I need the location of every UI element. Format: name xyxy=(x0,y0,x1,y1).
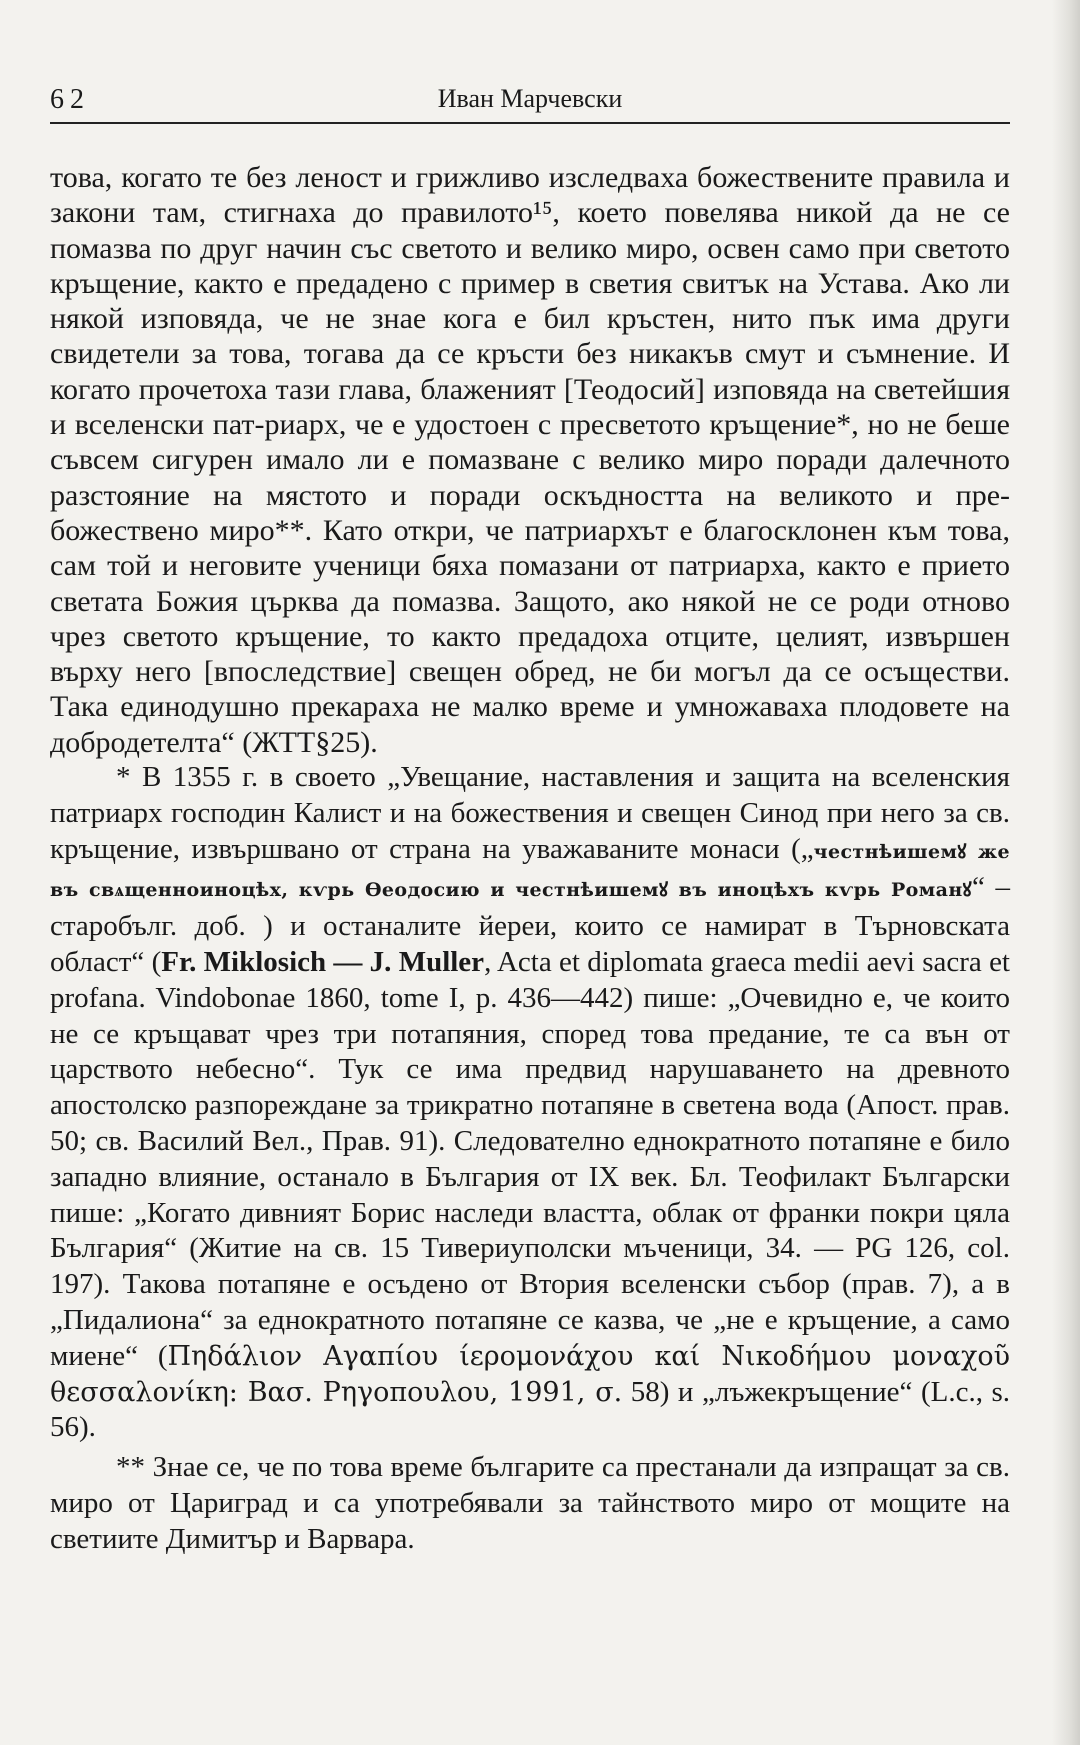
main-paragraph: това, когато те без леност и грижливо изследваха божествените правила и закони там, стигнаха до правилото¹⁵, което повелява никой да не се помазва по друг начин със светото и велико миро, освен само при светото кръщение, както е предадено с пример в светия свитък на Устава. Ако ли някой изповяда, че не знае кога е бил кръстен, нито пък има други свидетели за това, тогава да се кръсти без никакъв смут и съмнение. И когато прочетоха тази глава, блаженият [Теодосий] изповяда на светейшия и вселенски пат-риарх, че е удостоен с пресветото кръщение*, но не беше съвсем сигурен имало ли е помазване с велико миро поради далечното разстояние на мястото и поради оскъдността на великото и пре-божествено миро**. Като откри, че патриархът е благосклонен към това, сам той и неговите ученици бяха помазани от патриарха, както е прието светата Божия църква да помазва. Защото, ако някой не се роди отново чрез светото кръщение, то както предадоха отците, целият, извършен върху него [впоследствие] свещен обред, не би могъл да се осъществи. Така единодушно прекараха не малко време и умножаваха плодовете на добродетелта“ (ЖТТ§25). xyxy=(50,161,1010,759)
footnote-1-tail: 58) и „лъжекръщение“ (L.c., s. 56). xyxy=(50,1375,1011,1444)
running-head-author: Иван Марчевски xyxy=(437,84,623,113)
page-header xyxy=(50,82,1010,124)
page-number: 62 xyxy=(50,84,90,115)
footnote-2: ** Знае се, че по това време българите са престанали да изпращат за св. миро от Цариград и са употребявали за тайнството миро от мощите на светиите Димитър и Варвара. xyxy=(50,1451,1010,1555)
footnote-1 xyxy=(50,760,1010,1446)
footnote-1-body: , Acta et diplomata graeca medii aevi sacra et profana. Vindobonae 1860, tome I, p. 436—442) пише: „Очевидно е, че които не се кръщават чрез три потапяния, според това предание, те са вън от царството небесно“. Тук се има предвид нарушаването на древното апостолско разпореждане за трикратно потапяне в светена вода (Апост. прав. 50; св. Василий Вел., Прав. 91). Следователно еднократното потапяне е било западно влияние, останало в България от IX век. Бл. Теофилакт Български пише: „Когато дивният Борис наследи властта, облак от франки покри цяла България“ (Житие на св. 15 Тивериуполски мъченици, 34. — PG 126, col. 197). Такова потапяне е осъдено от Втория вселенски събор (прав. 7), а в „Пидалиона“ за еднократното потапяне се казва, че „не е кръщение, а само миене“ ( xyxy=(50,946,1010,1372)
footnote-1-lead: * В 1355 г. в своето „Увещание, наставления и защита на вселенския патриарх господин Калист и на божествения и свещен Синод при него за св. кръщение, извършвано от страна на уважаваните монаси („ xyxy=(50,761,1010,865)
footnote-1-greek-citation: Πηδάλιον Αγαπίου ίερομονάχου καί Νικοδήμου μοναχοῦ θεσσαλονίκη: Βασ. Ρηγοπουλου, 1991, σ. xyxy=(50,1340,1010,1408)
footnote-1-after-slavonic: “ – старобълг. доб. ) и останалите йереи, които се намират в Търновската област“ ( xyxy=(50,871,1011,979)
footnote-1-slavonic-quote: честнѣишемꙋ же въ свѧщенноиноцѣх, кѵрь Ѳеодосию и честнѣишемꙋ въ иноцѣхъ кѵрь Романꙋ xyxy=(50,840,1010,902)
footnote-1-authors: Fr. Miklosich — J. Muller xyxy=(161,946,485,979)
page-edge-shadow xyxy=(1052,0,1080,1745)
